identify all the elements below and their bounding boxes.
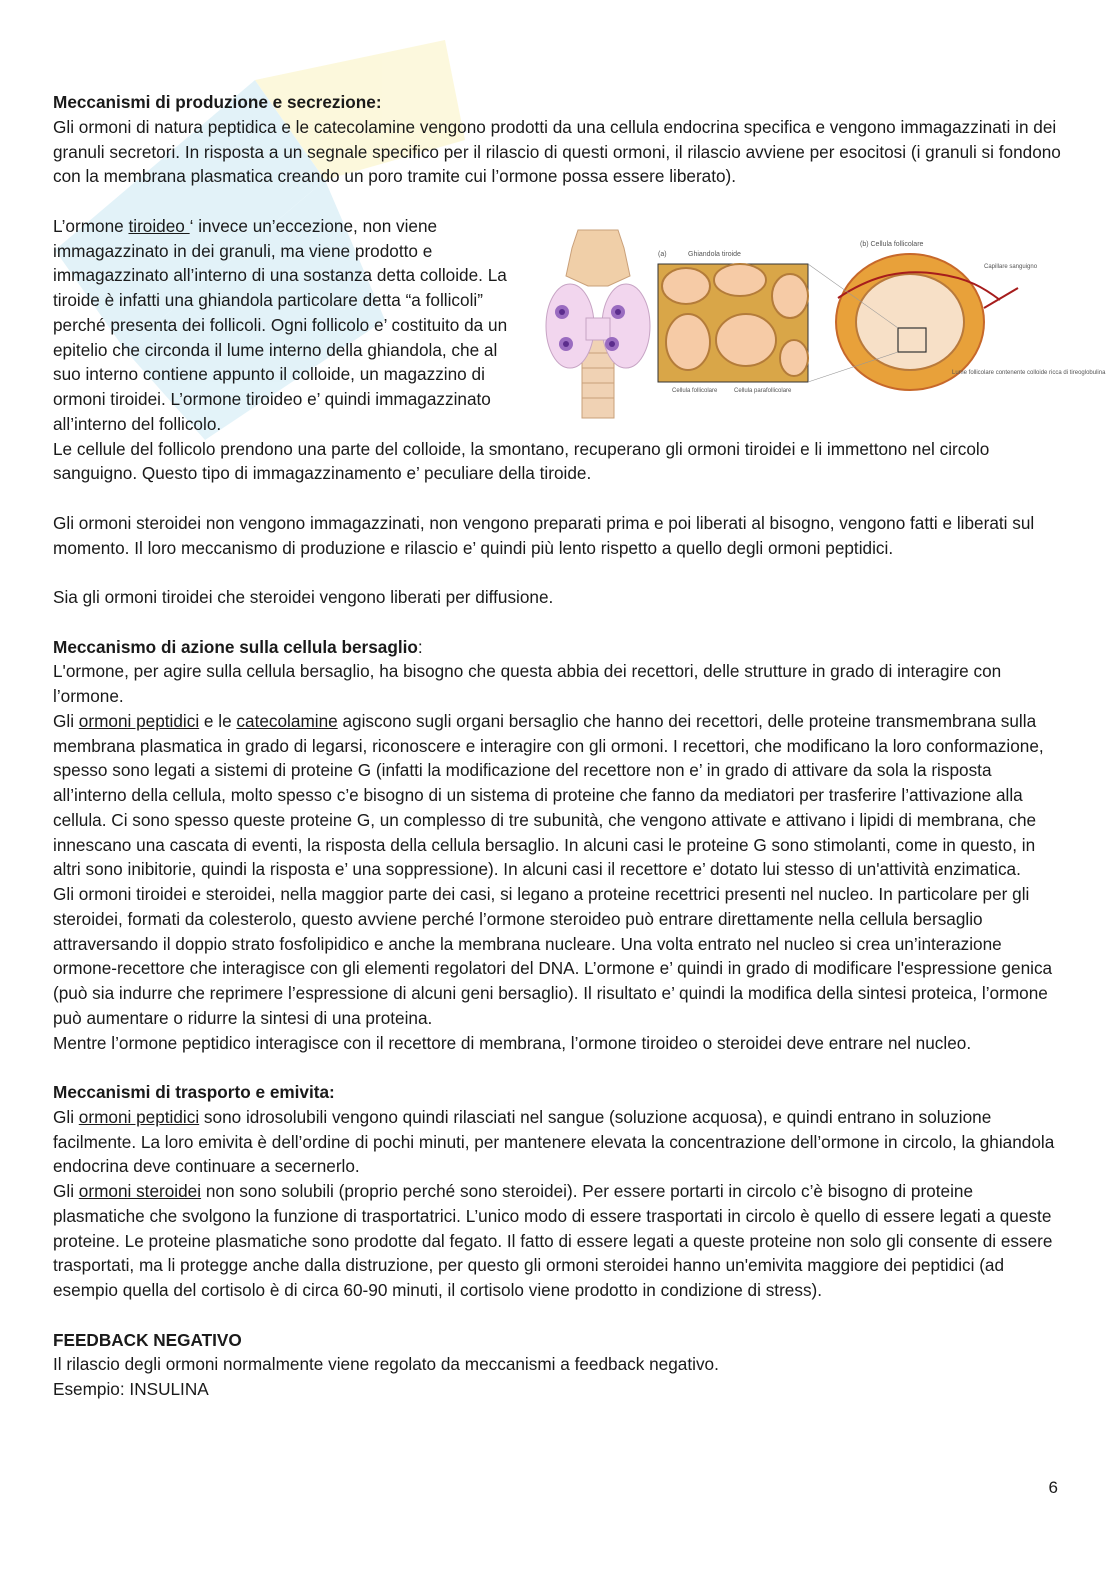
section-heading-transport: Meccanismi di trasporto e emivita: xyxy=(53,1082,335,1102)
thyroid-gland-illustration xyxy=(546,230,650,418)
label-follicular-cell-b: (b) Cellula follicolare xyxy=(860,241,924,248)
underlined-term: ormoni steroidei xyxy=(78,1181,202,1201)
thyroid-figure xyxy=(538,228,1106,428)
paragraph xyxy=(53,1105,1063,1179)
text-run: Gli xyxy=(53,710,79,731)
follicle-tissue-illustration xyxy=(658,264,808,382)
paragraph-thyroid xyxy=(53,214,523,437)
label-follicular-cell: Cellula follicolare xyxy=(672,388,718,394)
underlined-term: ormoni peptidici xyxy=(78,710,200,731)
text-run: e le xyxy=(199,710,237,731)
label-lumen: Lume follicolare contenente colloide ricca di tireoglobulina xyxy=(952,370,1106,376)
text-run: L’ormone xyxy=(53,215,129,236)
paragraph: Il rilascio degli ormoni normalmente viene regolato da meccanismi a feedback negativo. xyxy=(53,1354,719,1375)
paragraph: Le cellule del follicolo prendono una parte del colloide, la smontano, recuperano gli ormoni tiroidei e li immettono nel circolo sanguigno. Questo tipo di immagazzinamento e’ peculiare della tiroide. xyxy=(53,438,990,484)
label-gland: Ghiandola tiroide xyxy=(688,251,741,258)
underlined-term: tiroideo xyxy=(128,215,190,236)
paragraph xyxy=(53,1179,1063,1303)
text-run: Gli xyxy=(53,1106,79,1127)
paragraph: L'ormone, per agire sulla cellula bersaglio, ha bisogno che questa abbia dei recettori, delle strutture in grado di interagire con l’ormone. xyxy=(53,661,1002,706)
paragraph: Esempio: INSULINA xyxy=(53,1379,209,1399)
text-run: sono idrosolubili vengono quindi rilasciati nel sangue (soluzione acquosa), e quindi entrano in soluzione facilmente. La loro emivita è dell’ordine di pochi minuti, per mantenere elevata la concentrazione dell’ormone in circolo, la ghiandola endocrina deve continuare a secernerlo. xyxy=(53,1106,1055,1177)
paragraph: Sia gli ormoni tiroidei che steroidei vengono liberati per diffusione. xyxy=(53,587,554,607)
paragraph xyxy=(53,709,1063,882)
paragraph: Mentre l’ormone peptidico interagisce con il recettore di membrana, l’ormone tiroideo o steroidei deve entrare nel nucleo. xyxy=(53,1032,972,1053)
label-parafollicular-cell: Cellula parafollicolare xyxy=(734,388,792,394)
text-run: non sono solubili (proprio perché sono steroidei). Per essere portarti in circolo c’è bisogno di proteine plasmatiche che svolgono la funzione di trasportatrici. L’unico modo di essere trasportati in circolo è quello di essere legati a queste proteine. Le proteine plasmatiche sono prodotte dal fegato. Il fatto di essere legati a queste proteine non solo gli consente di essere trasportati, ma li protegge anche dalla distruzione, per questo gli ormoni steroidei hanno un'emivita maggiore dei peptidici (ad esempio quella del cortisolo è di circa 60-90 minuti, il cortisolo viene prodotto in condizione di stress). xyxy=(53,1181,1053,1300)
label-capillary: Capillare sanguigno xyxy=(984,264,1038,270)
heading-colon: : xyxy=(417,636,423,657)
label-a-number: (a) xyxy=(658,251,667,258)
paragraph: Gli ormoni steroidei non vengono immagazzinati, non vengono preparati prima e poi liberati al bisogno, vengono fatti e liberati sul momento. Il loro meccanismo di produzione e rilascio e’ quindi più lento rispetto a quello degli ormoni peptidici. xyxy=(53,512,1035,558)
section-heading-action xyxy=(53,635,1063,660)
page-number: 6 xyxy=(1048,1478,1058,1497)
section-heading-production: Meccanismi di produzione e secrezione: xyxy=(53,92,382,112)
underlined-term: ormoni peptidici xyxy=(78,1106,200,1127)
text-run: agiscono sugli organi bersaglio che hanno dei recettori, delle proteine transmembrana sulla membrana plasmatica in grado di legarsi, riconoscere e interagire con gli ormoni. I recettori, che modificano la loro conformazione, spesso sono legati a sistemi di proteine G (infatti la modificazione del recettore non e’ in grado di attivare da sola la risposta all’interno della cellula, molto spesso c’e bisogno di un sistema di proteine che fanno da mediatori per trasferire l’attivazione alla cellula. Ci sono spesso queste proteine G, un complesso di tre subunità, che vengono attivate e attivano i lipidi di membrana, che innescano una cascata di eventi, la risposta della cellula bersaglio. In alcuni casi le proteine G sono stimolanti, come in questo, in altri sono inibitorie, quindi la risposta e’ una soppressione). In alcuni casi il recettore e’ dotato lui stesso di un'attività enzimatica. xyxy=(53,710,1044,880)
section-heading-feedback: FEEDBACK NEGATIVO xyxy=(53,1329,242,1350)
heading-text: Meccanismo di azione sulla cellula bersaglio xyxy=(53,636,418,657)
text-run: Gli xyxy=(53,1181,79,1201)
paragraph: Gli ormoni tiroidei e steroidei, nella maggior parte dei casi, si legano a proteine recettrici presenti nel nucleo. In particolare per gli steroidei, formati da colesterolo, questo avviene perché l’ormone steroideo può entrare direttamente nella cellula bersaglio attraversando il doppio strato fosfolipidico e anche la membrana nucleare. Una volta entrato nel nucleo si crea un’interazione ormone-recettore che interagisce con gli elementi regolatori del DNA. L’ormone e’ quindi in grado di modificare l'espressione genica (può sia indurre che reprimere l’espressione di alcuni geni bersaglio). Il risultato e’ quindi la modifica della sintesi proteica, l’ormone può aumentare o ridurre la sintesi di una proteina. xyxy=(53,884,1053,1028)
paragraph: Gli ormoni di natura peptidica e le catecolamine vengono prodotti da una cellula endocrina specifica e vengono immagazzinati in dei granuli secretori. In risposta a un segnale specifico per il rilascio di questi ormoni, il rilascio avviene per esocitosi (i granuli si fondono con la membrana plasmatica creando un poro tramite cui l’ormone possa essere liberato). xyxy=(53,116,1061,187)
text-run: ‘ invece un’eccezione, non viene immagazzinato in dei granuli, ma viene prodotto e immagazzinato all’interno di una sostanza detta colloide. La tiroide è infatti una ghiandola particolare detta “a follicoli” perché presenta dei follicoli. Ogni follicolo e’ costituito da un epitelio che circonda il lume interno della ghiandola, che al suo interno contiene appunto il colloide, un magazzino di ormoni tiroidei. L’ormone tiroideo e’ quindi immagazzinato all’interno del follicolo. xyxy=(53,215,508,434)
underlined-term: catecolamine xyxy=(236,710,338,731)
